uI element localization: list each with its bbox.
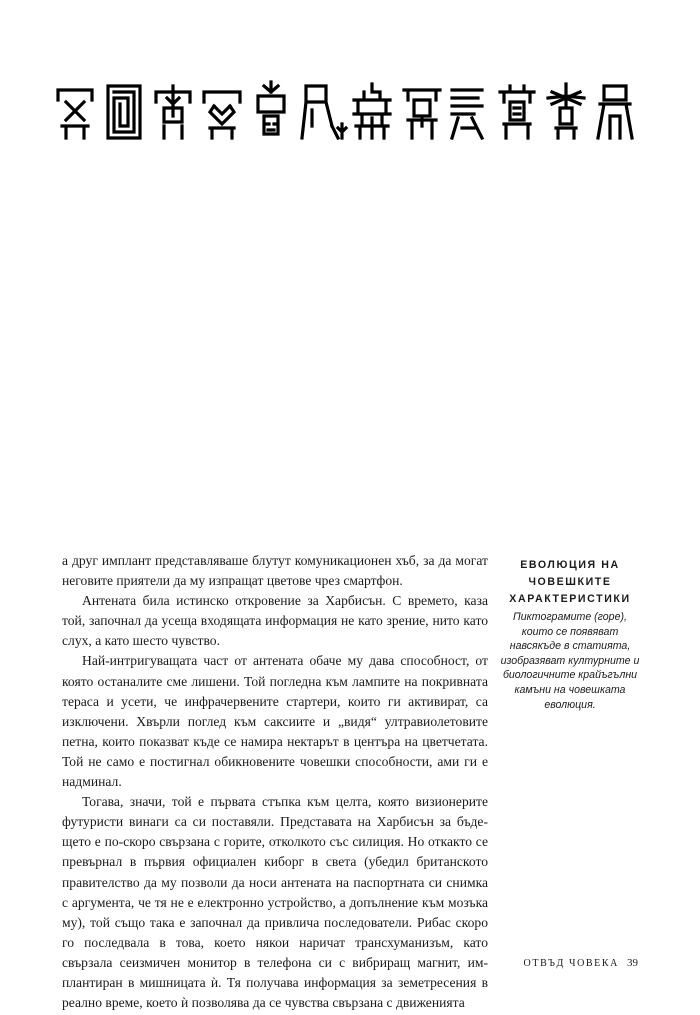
body-paragraph: Тогава, значи, той е първата стъпка към целта, която визионерите футуристи винаги са си поставяли. Представата на Харбисън за бъдещето е по-скоро свързана с горите, отколкото със силиция. Но откакто се превърнал в първия официален киборг в света (убедил британското правителство да му позволи да носи антената на паспортната си снимка с аргумента, че тя не е електронно устройство, а допълнение към мозъка му), той също така е започнал да привлича последователи. Рибас скоро го последвала в това, което някои наричат трансхуманизъм, като свързала сеизмичен монитор в телефона си с вибриращ магнит, имплантиран в мишницата ѝ. Тя получава информация за земетресения в реално време, което ѝ позволява да се чувства свързана с движенията [62, 794, 488, 1011]
pictogram-figure-x [58, 90, 92, 138]
article-body [62, 551, 488, 1013]
body-paragraph: Най-интригуващата част от антената обаче му дава способност, от която останалите сме лишени. Той погледна към лампите на покривната тераса и усети, че инфрачервените стартери, които ги активират, са изключени. Хвърли поглед към саксиите и „видя“ ултравиолетовите петна, които показват къде се намира нектарът в центъра на цветчетата. Той не само е постигнал обикновените човешки способности, ами ги е надминал. [62, 653, 488, 790]
pictogram-figure-plant [156, 86, 190, 138]
sidebar-caption [500, 557, 640, 712]
running-title: ОТВЪД ЧОВЕКА [523, 958, 619, 969]
pictogram-maze [108, 86, 140, 138]
sidebar-title: ЕВОЛЮЦИЯ НА ЧОВЕШКИТЕ ХАРАКТЕРИСТИКИ [509, 559, 631, 605]
pictogram-figure-legs [598, 86, 632, 138]
pictogram-windmill [548, 84, 584, 138]
sidebar-text: Пиктограмите (горе), които се появяват навсякъде в статията, изобразяват културните и биологичните крайъгълни камъни на човешката еволюция. [500, 611, 640, 711]
pictogram-city [354, 84, 390, 138]
pictogram-figure-tall [404, 90, 440, 138]
pictogram-figure-lines [500, 86, 534, 138]
page-footer [524, 957, 638, 969]
pictogram-figure-seedling [302, 86, 346, 138]
pictogram-figure-heart [204, 92, 240, 138]
body-paragraph: Антената била истинско откровение за Харбисън. С времето, каза той, започнал да усеща входящата информация не като зрение, нито като слух, а като шесто чувство. [62, 593, 488, 649]
body-paragraph: а друг имплант представляваше блутут комуникационен хъб, за да могат неговите приятели да му изпращат цветове чрез смартфон. [62, 553, 488, 589]
page-number: 39 [627, 957, 638, 969]
pictogram-waves-figure [452, 90, 482, 138]
pictogram-plant-skull [258, 82, 284, 134]
pictogram-strip [54, 78, 639, 144]
